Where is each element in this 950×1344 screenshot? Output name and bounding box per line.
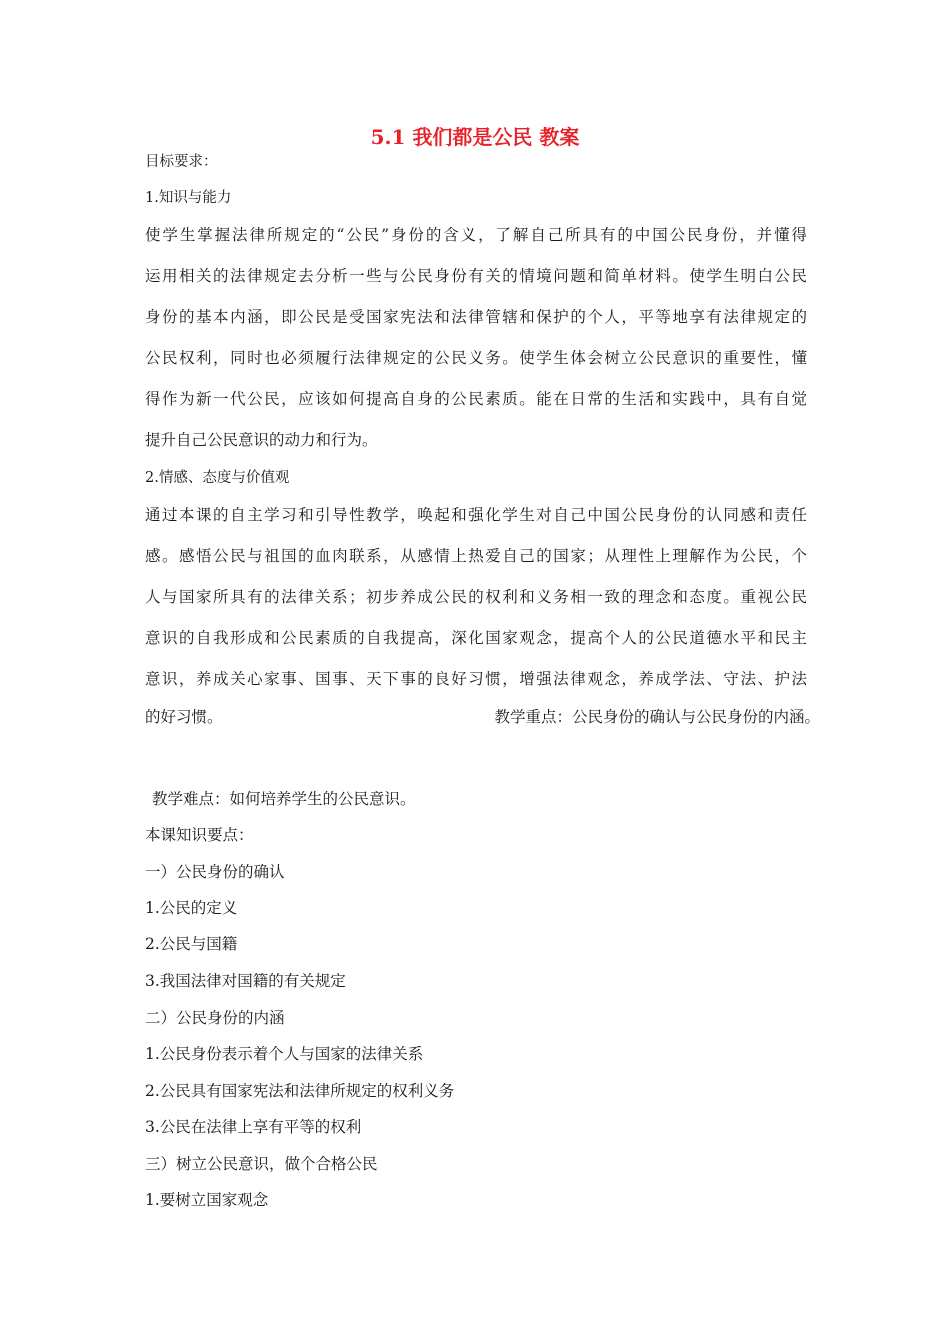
outline-item: 3.公民在法律上享有平等的权利 bbox=[145, 1118, 362, 1136]
section2-line: 意识的自我形成和公民素质的自我提高，深化国家观念，提高个人的公民道德水平和民主 bbox=[145, 629, 807, 647]
section2-last-line: 的好习惯。 bbox=[145, 708, 223, 726]
outline-item: 2.公民具有国家宪法和法律所规定的权利义务 bbox=[145, 1082, 455, 1100]
outline-item: 2.公民与国籍 bbox=[145, 935, 238, 953]
outline-item: 一）公民身份的确认 bbox=[145, 863, 285, 881]
section1-heading: 1.知识与能力 bbox=[145, 190, 232, 206]
outline-item: 1.公民身份表示着个人与国家的法律关系 bbox=[145, 1045, 424, 1063]
section1-line: 公民权利，同时也必须履行法律规定的公民义务。使学生体会树立公民意识的重要性，懂 bbox=[145, 349, 807, 367]
section1-line: 得作为新一代公民，应该如何提高自身的公民素质。能在日常的生活和实践中，具有自觉 bbox=[145, 390, 807, 408]
document-title: 5.1 我们都是公民 教案 bbox=[370, 125, 580, 149]
section2-heading: 2.情感、态度与价值观 bbox=[145, 470, 290, 486]
outline-item: 3.我国法律对国籍的有关规定 bbox=[145, 972, 346, 990]
section2-line: 意识，养成关心家事、国事、天下事的良好习惯，增强法律观念，养成学法、守法、护法 bbox=[145, 670, 807, 688]
section2-line: 感。感悟公民与祖国的血肉联系，从感情上热爱自己的国家；从理性上理解作为公民，个 bbox=[145, 547, 807, 565]
outline-item: 1.要树立国家观念 bbox=[145, 1191, 269, 1209]
objectives-heading: 目标要求： bbox=[145, 154, 218, 170]
section2-line: 通过本课的自主学习和引导性教学，唤起和强化学生对自己中国公民身份的认同感和责任 bbox=[145, 506, 807, 524]
outline-item: 1.公民的定义 bbox=[145, 899, 238, 917]
section2-line: 人与国家所具有的法律关系；初步养成公民的权利和义务相一致的理念和态度。重视公民 bbox=[145, 588, 807, 606]
teaching-focus: 教学重点：公民身份的确认与公民身份的内涵。 bbox=[494, 708, 820, 726]
section2-paragraph bbox=[145, 495, 807, 700]
outline-item: 二）公民身份的内涵 bbox=[145, 1009, 285, 1027]
section1-line: 提升自己公民意识的动力和行为。 bbox=[145, 431, 378, 449]
section1-paragraph bbox=[145, 215, 807, 461]
section1-line: 使学生掌握法律所规定的“公民”身份的含义，了解自己所具有的中国公民身份，并懂得 bbox=[145, 226, 807, 244]
section1-line: 身份的基本内涵，即公民是受国家宪法和法律管辖和保护的个人，平等地享有法律规定的 bbox=[145, 308, 807, 326]
knowledge-heading: 本课知识要点： bbox=[145, 826, 254, 844]
section1-line: 运用相关的法律规定去分析一些与公民身份有关的情境问题和简单材料。使学生明白公民 bbox=[145, 267, 807, 285]
teaching-difficulty: 教学难点：如何培养学生的公民意识。 bbox=[152, 790, 416, 808]
outline-item: 三）树立公民意识，做个合格公民 bbox=[145, 1155, 378, 1173]
